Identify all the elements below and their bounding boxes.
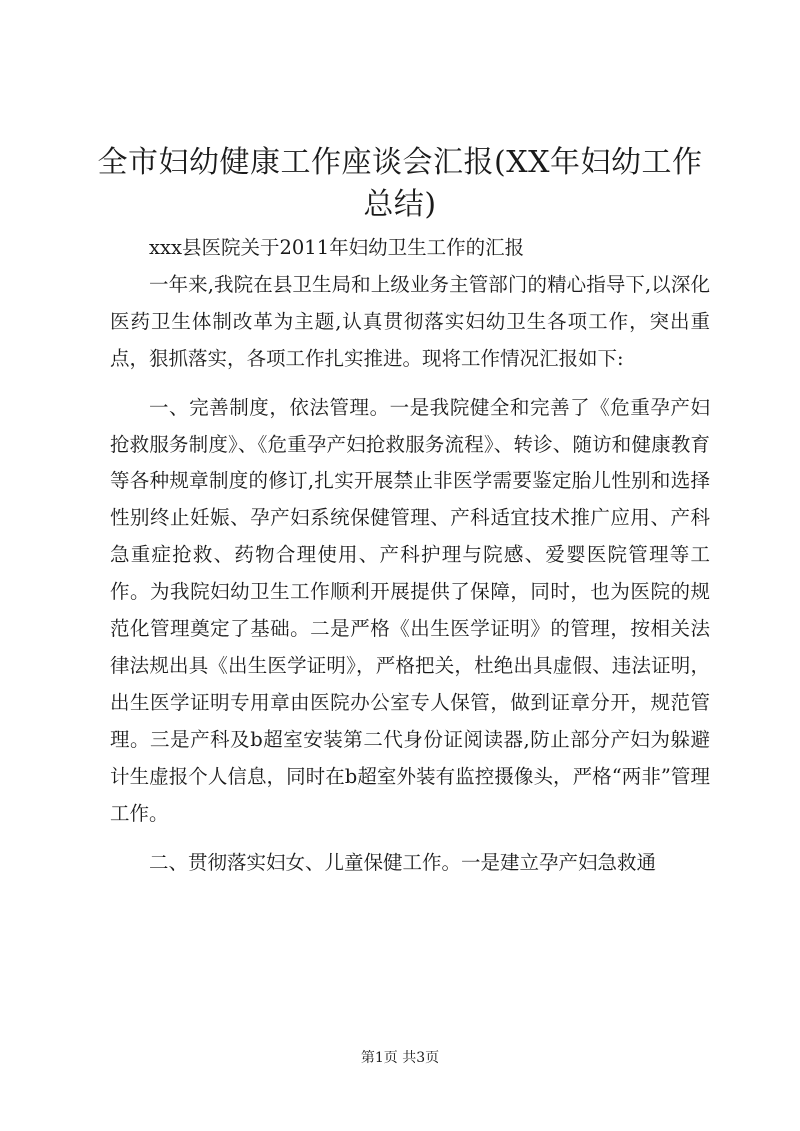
page-number: 第1页 共3页 (360, 1050, 440, 1066)
subtitle-paragraph: xxx县医院关于2011年妇幼卫生工作的汇报 (149, 236, 525, 259)
section-1-paragraph: 一、完善制度，依法管理。一是我院健全和完善了《危重孕产妇抢救服务制度》、《危重孕产妇抢救服务流程》、转诊、随访和健康教育等各种规章制度的修订,扎实开展禁止非医学需要鉴定胎儿性别和选择性别终止妊娠、孕产妇系统保健管理、产科适宜技术推广应用、产科急重症抢救、药物合理使用、产科护理与院感、爱婴医院管理等工作。为我院妇幼卫生工作顺利开展提供了保障，同时，也为医院的规范化管理奠定了基础。二是严格《出生医学证明》的管理，按相关法律法规出具《出生医学证明》，严格把关，杜绝出具虚假、违法证明，出生医学证明专用章由医院办公室专人保管，做到证章分开，规范管理。三是产科及b超室安装第二代身份证阅读器,防止部分产妇为躲避计生虚报个人信息，同时在b超室外装有监控摄像头，严格“两非”管理工作。 (110, 395, 710, 825)
document-body (110, 230, 710, 881)
intro-paragraph: 一年来,我院在县卫生局和上级业务主管部门的精心指导下,以深化医药卫生体制改革为主题,认真贯彻落实妇幼卫生各项工作，突出重点，狠抓落实，各项工作扎实推进。现将工作情况汇报如下: (110, 272, 710, 370)
document-title: 全市妇幼健康工作座谈会汇报(XX年妇幼工作总结) (97, 145, 703, 222)
section-2-paragraph: 二、贯彻落实妇女、儿童保健工作。一是建立孕产妇急救通 (149, 850, 657, 874)
